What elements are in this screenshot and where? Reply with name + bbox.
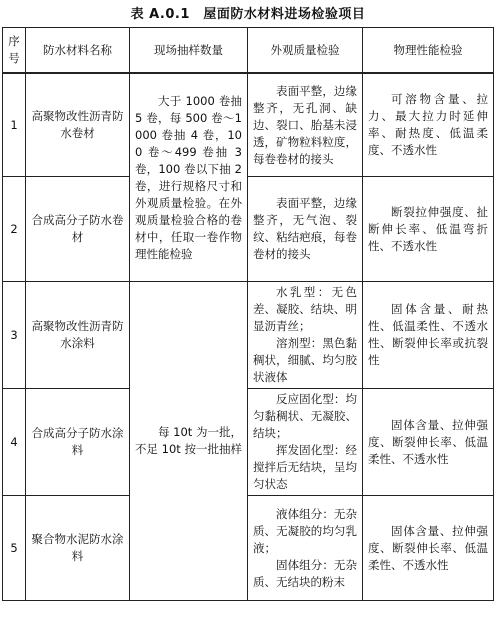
appearance-line: 溶剂型：黑色黏稠状，细腻、均匀胶状液体 [253,336,357,384]
header-sampling: 现场抽样数量 [130,28,248,74]
physical-check: 固体含量、拉伸强度、断裂伸长率、低温柔性、不透水性 [363,496,494,601]
material-name: 聚合物水泥防水涂料 [26,496,130,601]
appearance-line: 液体组分：无杂质、无凝胶的均匀乳液； [253,506,357,555]
row-number: 3 [3,282,26,389]
row-number: 5 [3,496,26,601]
table-header [3,28,494,74]
appearance-line: 反应固化型：均匀黏稠状、无凝胶、结块； [253,392,357,440]
material-name: 合成高分子防水卷材 [26,177,130,282]
appearance-line: 挥发固化型：经搅拌后无结块，呈均匀状态 [253,443,357,491]
physical-check: 固体含量、耐热性、低温柔性、不透水性、断裂伸长率或抗裂性 [363,282,494,389]
appearance-check: 表面平整，边缘整齐，无气泡、裂纹、粘结疤痕，每卷卷材的接头 [248,177,363,282]
header-row [3,28,494,74]
header-no: 序号 [3,28,26,74]
physical-check: 断裂拉伸强度、扯断伸长率、低温弯折性、不透水性 [363,177,494,282]
sampling-rule-coatings: 每 10t 为一批，不足 10t 按一批抽样 [130,282,248,601]
material-name: 合成高分子防水涂料 [26,389,130,496]
table-row [3,496,494,601]
header-appearance: 外观质量检验 [248,28,363,74]
inspection-table [2,27,494,601]
row-number: 2 [3,177,26,282]
appearance-check [248,389,363,496]
physical-check: 固体含量、拉伸强度、断裂伸长率、低温柔性、不透水性 [363,389,494,496]
appearance-check [248,282,363,389]
material-name: 高聚物改性沥青防水卷材 [26,73,130,177]
header-material-name: 防水材料名称 [26,28,130,74]
row-number: 1 [3,73,26,177]
appearance-line: 水乳型：无色差、凝胶、结块、明显沥青丝； [253,285,357,333]
table-title: 表 A.0.1 屋面防水材料进场检验项目 [130,7,366,22]
physical-check: 可溶物含量、拉力、最大拉力时延伸率、耐热度、低温柔度、不透水性 [363,73,494,177]
header-physical: 物理性能检验 [363,28,494,74]
table-row [3,389,494,496]
appearance-check [248,496,363,601]
sampling-rule-rolls: 大于 1000 卷抽 5 卷，每 500 卷～1000 卷抽 4 卷，100 卷～499 卷抽 3 卷，100 卷以下抽 2 卷，进行规格尺寸和外观质量检验。在外观质量检验合格的卷材中，任取一卷作物理性能检验 [130,73,248,282]
appearance-check: 表面平整，边缘整齐，无孔洞、缺边、裂口、胎基未浸透，矿物粒料粒度，每卷卷材的接头 [248,73,363,177]
material-name: 高聚物改性沥青防水涂料 [26,282,130,389]
table-body [3,73,494,601]
table-row [3,282,494,389]
table-row [3,177,494,282]
row-number: 4 [3,389,26,496]
appearance-line: 固体组分：无杂质、无结块的粉末 [253,557,357,589]
table-row [3,73,494,177]
